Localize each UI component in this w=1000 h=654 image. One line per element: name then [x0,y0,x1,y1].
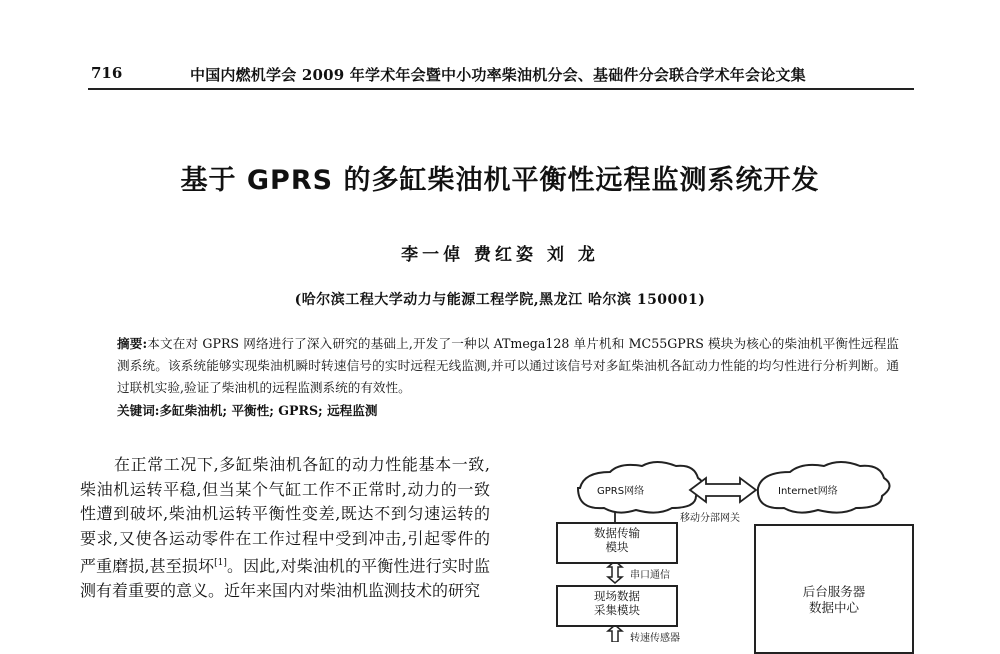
sensor-arrow [608,625,622,642]
keywords-text: 多缸柴油机; 平衡性; GPRS; 远程监测 [159,403,378,418]
serial-comm-label: 串口通信 [630,570,670,581]
internet-cloud-label: Internet网络 [778,486,838,497]
field-data-module-box: 现场数据 采集模块 [556,585,678,627]
gprs-cloud-label: GPRS网络 [597,486,645,497]
server-box: 后台服务器 数据中心 [754,524,914,654]
page-number: 716 [91,64,123,82]
sensor-label: 转速传感器 [630,633,680,644]
body-text-part2: 。因此,对柴油机的平衡性进行实时监测有着重要的意义。近年来国内对柴油机监测技术的研究 [80,556,490,600]
body-text-part1: 在正常工况下,多缸柴油机各缸的动力性能基本一致,柴油机运转平稳,但当某个气缸工作不正常时,动力的一致性遭到破坏,柴油机运转平衡性变差,既达不到匀速运转的要求,又使各运动零件在工作过程中受到冲击,引起零件的严重磨损,甚至损坏 [80,455,490,576]
abstract-text: 本文在对 GPRS 网络进行了深入研究的基础上,开发了一种以 ATmega128 单片机和 MC55GPRS 模块为核心的柴油机平衡性远程监测系统。该系统能够实现柴油机瞬时转速信号的实时远程无线监测,并可以通过该信号对多缸柴油机各缸动力性能的均匀性进行分析判断。通过联机实验,验证了柴油机的远程监测系统的有效性。 [117,336,899,395]
serial-comm-arrow [608,561,622,583]
running-title: 中国内燃机学会 2009 年学术年会暨中小功率柴油机分会、基础件分会联合学术年会论文集 [190,66,806,84]
abstract-label: 摘要: [117,336,148,351]
authors: 李一倬 费红姿 刘 龙 [401,245,599,265]
citation-ref: [1] [214,558,227,568]
affiliation: (哈尔滨工程大学动力与能源工程学院,黑龙江 哈尔滨 150001) [294,292,706,308]
cloud-link-arrow [690,478,756,502]
keywords-label: 关键词: [117,403,160,418]
gateway-label: 移动分部网关 [680,513,740,524]
paper-title: 基于 GPRS 的多缸柴油机平衡性远程监测系统开发 [180,165,820,196]
data-transfer-module-box: 数据传输 模块 [556,522,678,564]
